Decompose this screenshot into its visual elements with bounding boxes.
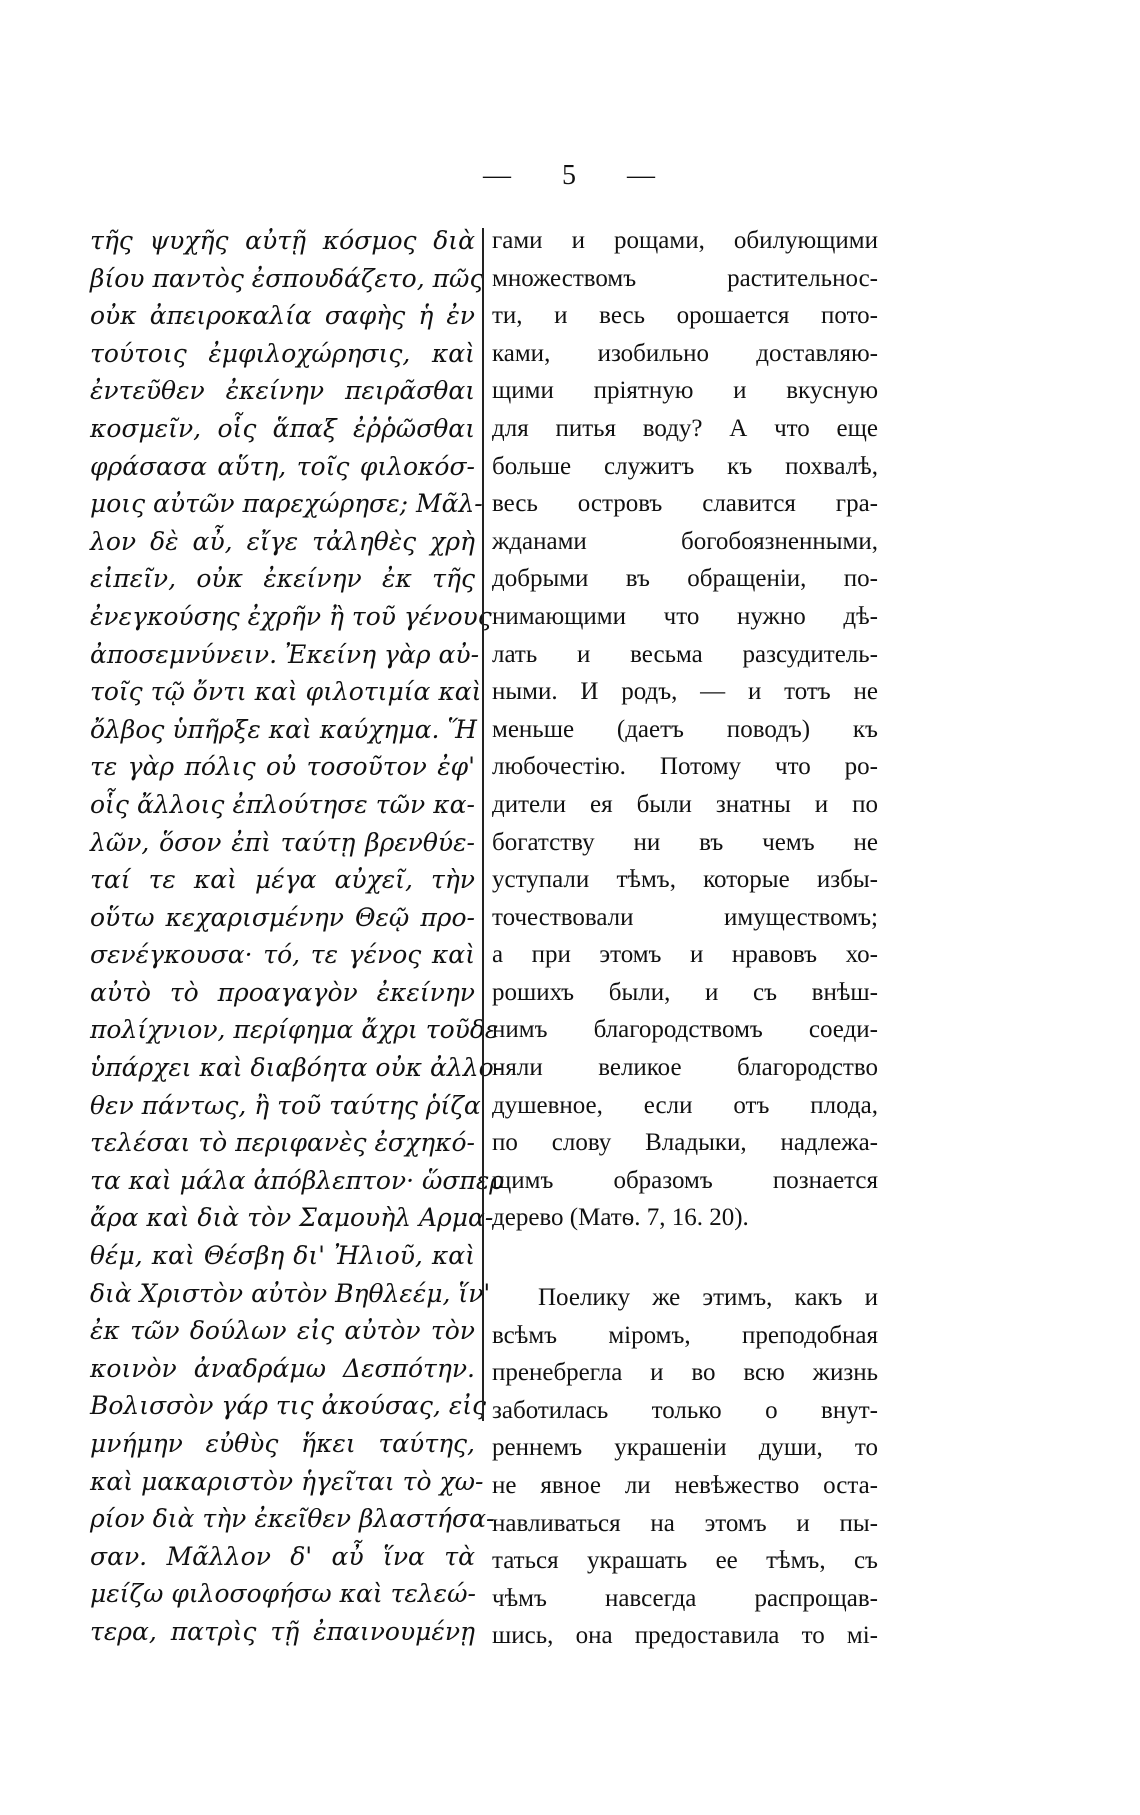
text-line: не явное ли невѣжество оста- bbox=[492, 1472, 878, 1499]
text-line: λον δὲ αὖ, εἴγε τἀληθὲς χρὴ bbox=[90, 526, 475, 556]
text-line: а при этомъ и нравовъ хо- bbox=[492, 941, 878, 969]
text-line: нимающими что нужно дѣ- bbox=[492, 602, 878, 630]
russian-paragraph-2 bbox=[492, 1279, 878, 1655]
text-line: ками, изобильно доставляю- bbox=[492, 339, 878, 367]
text-line: заботилась только о внут- bbox=[492, 1396, 878, 1424]
text-line: чѣмъ навсегда распрощав- bbox=[492, 1584, 878, 1612]
text-line: βίου παντὸς ἐσπουδάζετο, πῶς bbox=[90, 263, 484, 293]
text-line: ἀποσεμνύνειν. Ἐκείνη γὰρ αὐ- bbox=[90, 639, 480, 669]
text-line: таться украшать ее тѣмъ, съ bbox=[492, 1547, 878, 1575]
text-line: Βολισσὸν γάρ τις ἀκούσας, εἰς bbox=[90, 1391, 487, 1421]
text-line: τα καὶ μάλα ἀπόβλεπτον· ὥσπερ bbox=[90, 1165, 504, 1195]
text-line: διὰ Χριστὸν αὐτὸν Βηθλεέμ, ἵν' bbox=[90, 1278, 491, 1308]
text-line: τε γὰρ πόλις οὐ τοσοῦτον ἐφ' bbox=[90, 752, 475, 782]
text-line: καὶ μακαριστὸν ἡγεῖται τὸ χω- bbox=[90, 1466, 484, 1496]
text-line: по слову Владыки, надлежа- bbox=[492, 1129, 878, 1157]
text-line: ἐνεγκούσης ἐχρῆν ἢ τοῦ γένους bbox=[90, 601, 492, 631]
text-line: любочестію. Потому что ро- bbox=[492, 753, 878, 781]
text-line: няли великое благородство bbox=[492, 1054, 878, 1082]
text-line: гами и рощами, обилующими bbox=[492, 227, 878, 254]
text-line: ἐκ τῶν δούλων εἰς αὐτὸν τὸν bbox=[90, 1316, 475, 1346]
text-line: множествомъ растительнос- bbox=[492, 264, 878, 292]
text-line: пренебрегла и во всю жизнь bbox=[492, 1359, 878, 1387]
text-line: οὐκ ἀπειροκαλία σαφὴς ἡ ἐν bbox=[90, 301, 475, 331]
page-number bbox=[0, 160, 1140, 192]
text-line: αὐτὸ τὸ προαγαγὸν ἐκείνην bbox=[90, 977, 475, 1007]
text-line: ными. И родъ, — и тотъ не bbox=[492, 678, 878, 706]
text-line: дители ея были знатны и по bbox=[492, 790, 878, 818]
text-line: щимъ образомъ познается bbox=[492, 1166, 878, 1194]
text-line: навливаться на этомъ и пы- bbox=[492, 1509, 878, 1537]
text-line: τερα, πατρὶς τῇ ἐπαινουμένῃ bbox=[90, 1616, 475, 1646]
text-line: σαν. Μᾶλλον δ' αὖ ἵνα τὰ bbox=[90, 1541, 475, 1571]
text-line: ὄλβος ὑπῆρξε καὶ καύχημα. Ἥ bbox=[90, 714, 477, 744]
text-line: дерево (Матѳ. 7, 16. 20). bbox=[492, 1204, 749, 1232]
text-line: μείζω φιλοσοφήσω καὶ τελεώ- bbox=[90, 1579, 476, 1609]
text-line: весь островъ славится гра- bbox=[492, 490, 878, 518]
text-line: точествовали имуществомъ; bbox=[492, 903, 878, 931]
page-number-dash-right: — bbox=[627, 160, 657, 191]
text-line: εἰπεῖν, οὐκ ἐκείνην ἐκ τῆς bbox=[90, 564, 475, 594]
text-line: для питья воду? А что еще bbox=[492, 414, 878, 442]
text-line: θεν πάντως, ἢ τοῦ ταύτης ῥίζα bbox=[90, 1090, 481, 1120]
text-line: богатству ни въ чемъ не bbox=[492, 828, 878, 856]
text-line: ρίον διὰ τὴν ἐκεῖθεν βλαστήσα- bbox=[90, 1504, 495, 1534]
text-line: жданами богобоязненными, bbox=[492, 527, 878, 555]
text-line: меньше (даетъ поводъ) къ bbox=[492, 715, 878, 743]
text-line: ἐντεῦθεν ἐκείνην πειρᾶσθαι bbox=[90, 376, 475, 406]
text-line: шись, она предоставила то мі- bbox=[492, 1622, 878, 1650]
text-line: φράσασα αὕτη, τοῖς φιλοκόσ- bbox=[90, 451, 475, 481]
text-line: добрыми въ обращеніи, по- bbox=[492, 565, 878, 593]
text-line: τελέσαι τὸ περιφανὲς ἐσχηκό- bbox=[90, 1128, 475, 1158]
greek-text-column bbox=[90, 222, 504, 1651]
text-line: ти, и весь орошается пото- bbox=[492, 302, 878, 330]
text-line: ἄρα καὶ διὰ τὸν Σαμουὴλ Αρμα- bbox=[90, 1203, 494, 1233]
russian-text-column bbox=[492, 222, 878, 1655]
text-line: οἷς ἄλλοις ἐπλούτησε τῶν κα- bbox=[90, 789, 475, 819]
text-line: οὕτω κεχαρισμένην Θεῷ προ- bbox=[90, 902, 475, 932]
text-line: μοις αὐτῶν παρεχώρησε; Μᾶλ- bbox=[90, 489, 483, 519]
text-line: τοῖς τῷ ὄντι καὶ φιλοτιμία καὶ bbox=[90, 677, 482, 707]
text-line: ταί τε καὶ μέγα αὐχεῖ, τὴν bbox=[90, 865, 475, 895]
text-line: нимъ благородствомъ соеди- bbox=[492, 1016, 878, 1044]
text-line: больше служитъ къ похвалѣ, bbox=[492, 452, 878, 480]
text-line: щими пріятную и вкусную bbox=[492, 377, 878, 405]
text-line: лать и весьма разсудитель- bbox=[492, 640, 878, 668]
text-line: уступали тѣмъ, которые избы- bbox=[492, 866, 878, 894]
text-line: τούτοις ἐμφιλοχώρησις, καὶ bbox=[90, 338, 475, 368]
text-line: μνήμην εὐθὺς ἥκει ταύτης, bbox=[90, 1429, 475, 1458]
text-line: ὑπάρχει καὶ διαβόητα οὐκ ἀλλο- bbox=[90, 1053, 503, 1083]
page-number-value: 5 bbox=[562, 160, 578, 191]
text-line: κοσμεῖν, οἷς ἅπαξ ἐῤῥῶσθαι bbox=[90, 413, 475, 443]
text-line: Поелику же этимъ, какъ и bbox=[538, 1284, 878, 1312]
column-divider bbox=[482, 228, 484, 1421]
text-line: θέμ, καὶ Θέσβη δι' Ἠλιοῦ, καὶ bbox=[90, 1241, 475, 1271]
text-line: πολίχνιον, περίφημα ἄχρι τοῦδε bbox=[90, 1015, 499, 1045]
text-line: реннемъ украшеніи души, то bbox=[492, 1434, 878, 1462]
text-line: λῶν, ὅσον ἐπὶ ταύτῃ βρενθύε- bbox=[90, 827, 475, 857]
text-line: душевное, если отъ плода, bbox=[492, 1091, 878, 1119]
text-line: σενέγκουσα· τό, τε γένος καὶ bbox=[90, 940, 475, 970]
page-number-dash-left: — bbox=[483, 160, 513, 191]
text-line: τῆς ψυχῆς αὐτῇ κόσμος διὰ bbox=[90, 226, 475, 255]
text-line: рошихъ были, и съ внѣш- bbox=[492, 978, 878, 1006]
russian-paragraph-1 bbox=[492, 222, 878, 1237]
text-line: всѣмъ міромъ, преподобная bbox=[492, 1321, 878, 1349]
text-line: κοινὸν ἀναδράμω Δεσπότην. bbox=[90, 1353, 475, 1383]
